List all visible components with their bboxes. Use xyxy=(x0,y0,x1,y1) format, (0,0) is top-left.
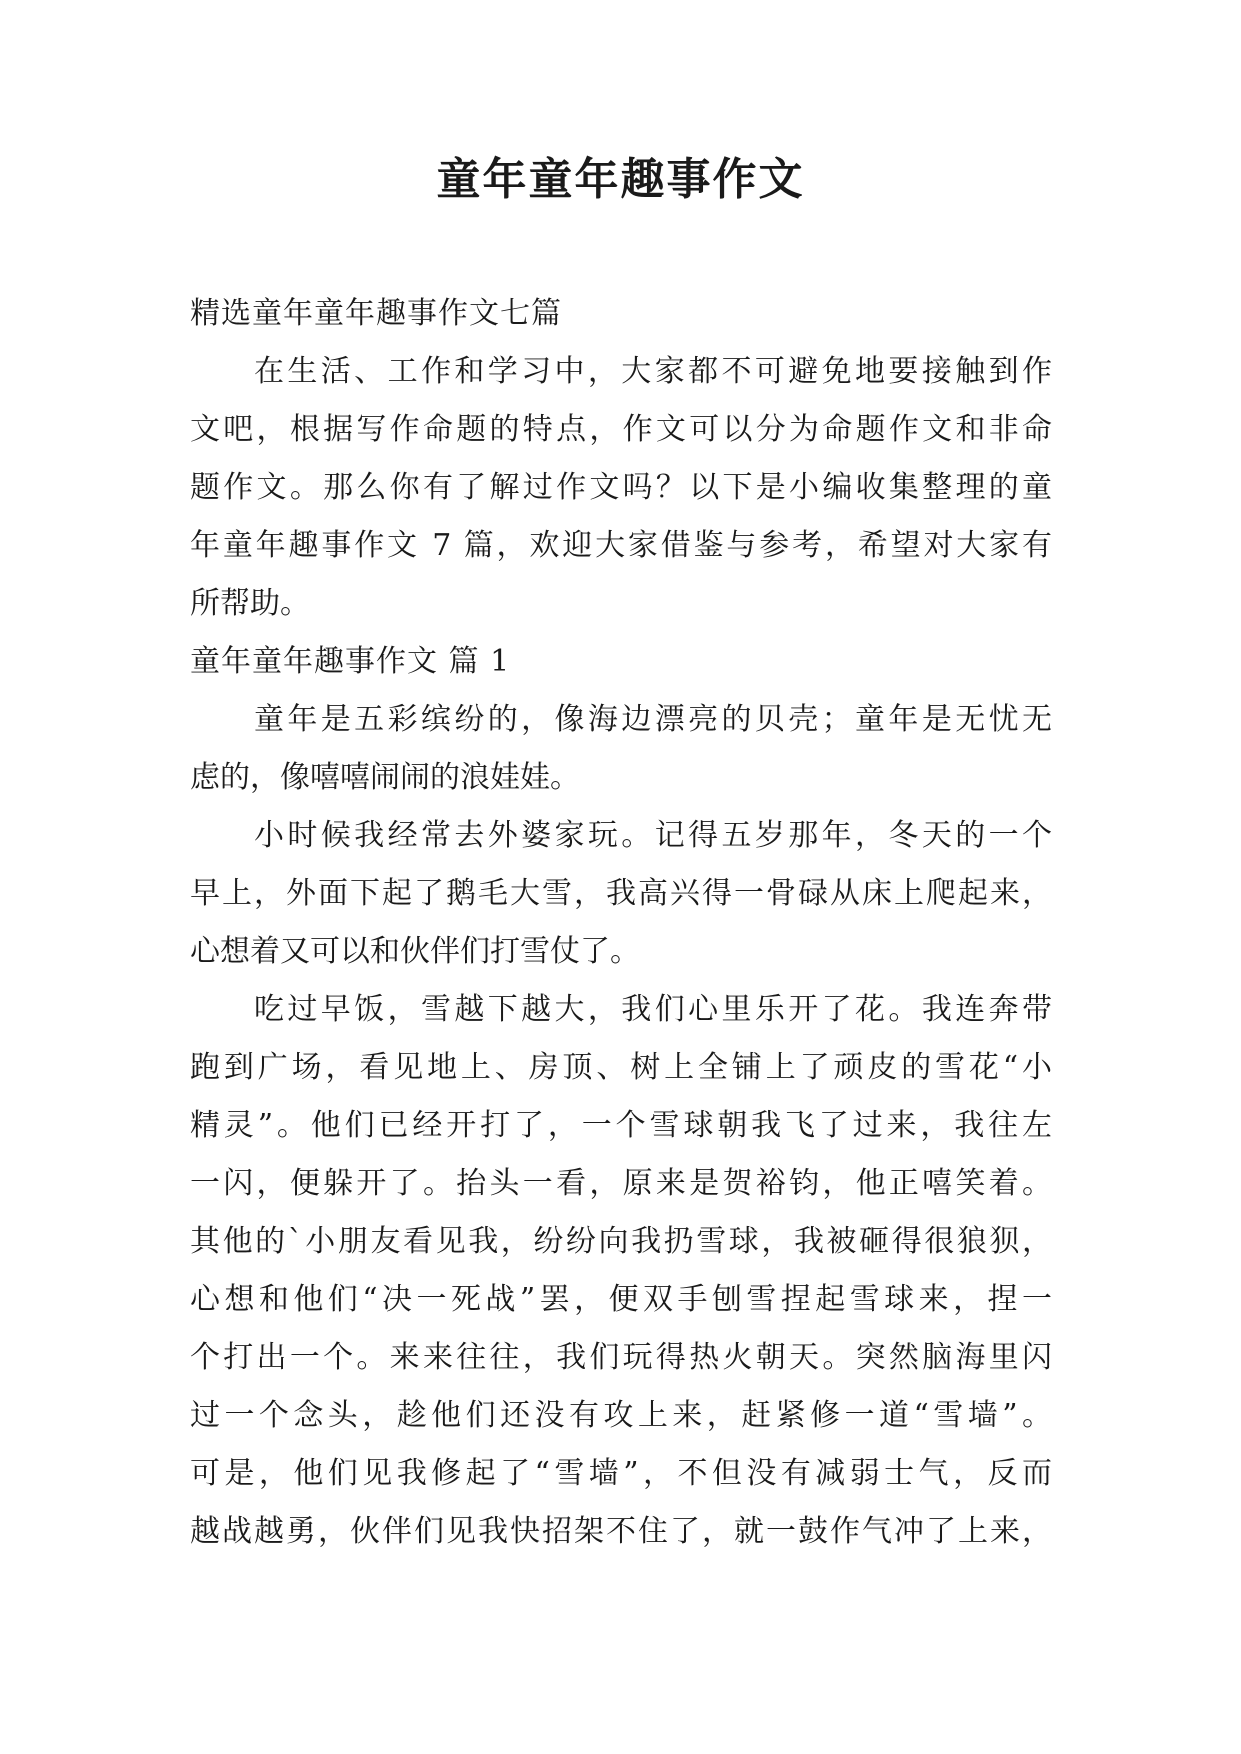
paragraph-line: 可是，他们见我修起了“雪墙”，不但没有减弱士气，反而 xyxy=(190,1456,1052,1491)
paragraph-line: 年童年趣事作文 7 篇，欢迎大家借鉴与参考，希望对大家有 xyxy=(190,528,1052,563)
paragraph-line: 题作文。那么你有了解过作文吗？以下是小编收集整理的童 xyxy=(190,470,1052,505)
document-body xyxy=(190,285,1052,1561)
paragraph-line: 小时候我经常去外婆家玩。记得五岁那年，冬天的一个 xyxy=(254,818,1052,853)
paragraph-line: 其他的`小朋友看见我，纷纷向我扔雪球，我被砸得很狼狈， xyxy=(190,1224,1052,1259)
paragraph-line: 过一个念头，趁他们还没有攻上来，赶紧修一道“雪墙”。 xyxy=(190,1398,1052,1433)
paragraph-line: 精灵”。他们已经开打了，一个雪球朝我飞了过来，我往左 xyxy=(190,1108,1052,1143)
paragraph-line: 心想和他们“决一死战”罢，便双手刨雪捏起雪球来，捏一 xyxy=(190,1282,1052,1317)
paragraph-line: 文吧，根据写作命题的特点，作文可以分为命题作文和非命 xyxy=(190,412,1052,447)
paragraph-line: 早上，外面下起了鹅毛大雪，我高兴得一骨碌从床上爬起来， xyxy=(190,876,1052,911)
paragraph-line: 一闪，便躲开了。抬头一看，原来是贺裕钧，他正嘻笑着。 xyxy=(190,1166,1052,1201)
paragraph-line: 吃过早饭，雪越下越大，我们心里乐开了花。我连奔带 xyxy=(254,992,1052,1027)
section-heading: 童年童年趣事作文 篇 1 xyxy=(190,644,511,679)
paragraph-line: 在生活、工作和学习中，大家都不可避免地要接触到作 xyxy=(254,354,1052,389)
paragraph-line: 越战越勇，伙伴们见我快招架不住了，就一鼓作气冲了上来， xyxy=(190,1514,1052,1549)
paragraph-line: 个打出一个。来来往往，我们玩得热火朝天。突然脑海里闪 xyxy=(190,1340,1052,1375)
paragraph-line: 跑到广场，看见地上、房顶、树上全铺上了顽皮的雪花“小 xyxy=(190,1050,1052,1085)
paragraph-line: 虑的，像嘻嘻闹闹的浪娃娃。 xyxy=(190,760,580,795)
document-title: 童年童年趣事作文 xyxy=(436,154,805,205)
paragraph-line: 童年是五彩缤纷的，像海边漂亮的贝壳；童年是无忧无 xyxy=(254,702,1052,737)
paragraph-line: 心想着又可以和伙伴们打雪仗了。 xyxy=(190,934,640,969)
paragraph-line: 所帮助。 xyxy=(190,586,310,621)
subtitle-line: 精选童年童年趣事作文七篇 xyxy=(190,296,562,331)
